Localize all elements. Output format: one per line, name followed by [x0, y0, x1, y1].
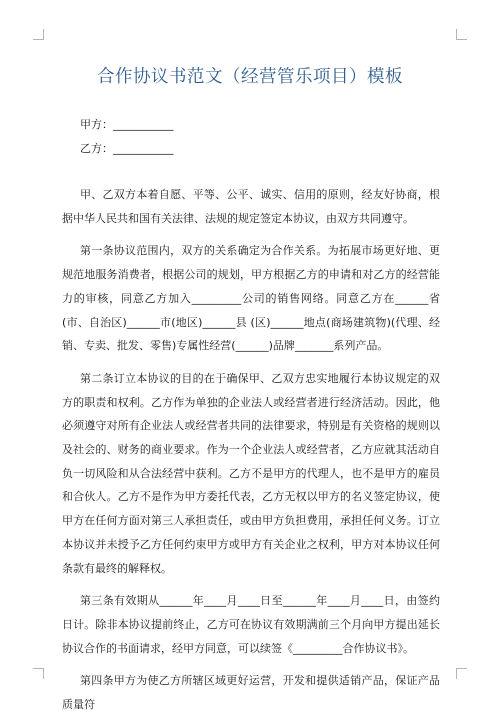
paragraph-article-1: 第一条协议范围内，双方的关系确定为合作关系。为拓展市场更好地、更规范地服务消费者，根据公司的规划，甲方根据乙方的申请和对乙方的经营能力的审核，同意乙方加入_________公司的销售网络。同意乙方在______省(市、自治区)______市(地区)______县 (区)______地点(商场建筑物)(代理、经销、专卖、批发、零售)专属性经营(______)品牌_______系列产品。 — [62, 244, 440, 353]
paragraph-article-2: 第二条订立本协议的目的在于确保甲、乙双方忠实地履行本协议规定的双方的职责和权利。乙方作为单独的企业法人或经营者进行经济活动。因此，他必须遵守对所有企业法人或经营者共同的法律要求，特别是有关资格的规则以及社会的、财务的商业要求。作为一个企业法人或经营者，乙方应就其活动自负一切风险和从合法经营中获利。乙方不是甲方的代理人，也不是甲方的雇员和合伙人。乙方不是作为甲方委托代表，乙方无权以甲方的名义签定协议，使甲方在任何方面对第三人承担责任，或由甲方负担费用，承担任何义务。订立本协议并未授予乙方任何约束甲方或甲方有关企业之权利，甲方对本协议任何条款有最终的解释权。 — [62, 371, 440, 575]
crop-mark-top-left — [33, 29, 44, 40]
party-a-line: 甲方：___________ — [80, 118, 174, 131]
document-title: 合作协议书范文（经营管乐项目）模板 — [97, 67, 403, 87]
paragraph-article-3: 第三条有效期从______年____月____日至______年____月____日，由签约日计。除非本协议提前终止，乙方可在协议有效期满前三个月向甲方提出延长协议合作的书面请求，经甲方同意，可以续签《_________合作协议书》。 — [62, 594, 440, 655]
party-b-line: 乙方：___________ — [80, 142, 174, 155]
document-body — [62, 183, 440, 717]
crop-mark-bottom-right — [456, 668, 467, 679]
crop-mark-top-right — [456, 29, 467, 40]
crop-mark-bottom-left — [33, 668, 44, 679]
paragraph-article-4: 第四条甲方为使乙方所辖区域更好运营，开发和提供适销产品，保证产品质量符 — [62, 674, 440, 712]
paragraph-preamble: 甲、乙双方本着自愿、平等、公平、诚实、信用的原则，经友好协商，根据中华人民共和国有关法律、法规的规定签定本协议，由双方共同遵守。 — [62, 188, 440, 225]
